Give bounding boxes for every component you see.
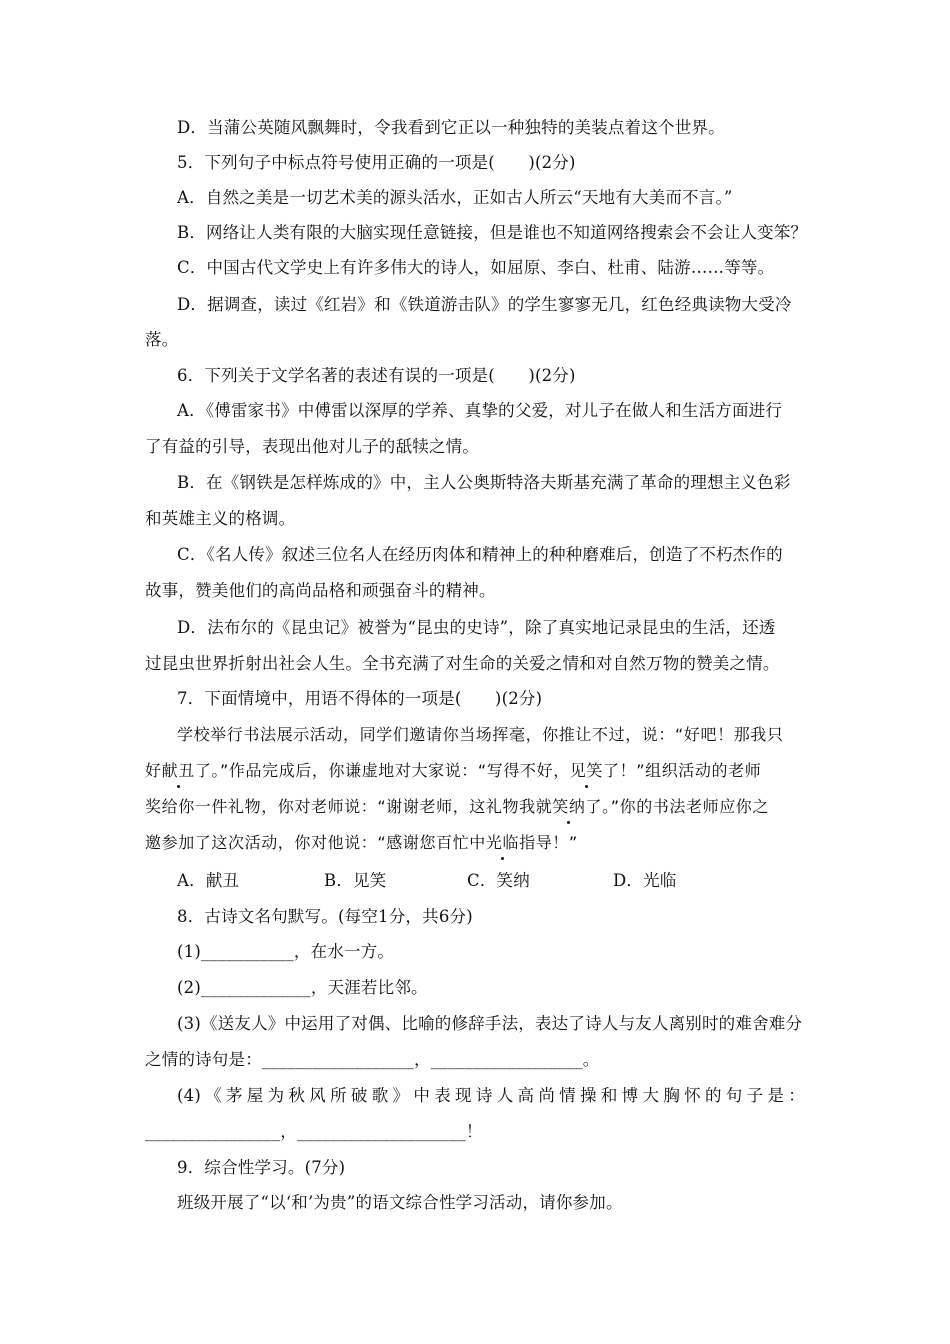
emphasis-word-guanglin: 光临 bbox=[485, 833, 520, 852]
q5-option-d-line1: D．据调查，读过《红岩》和《铁道游击队》的学生寥寥无几，红色经典读物大受冷 bbox=[177, 295, 792, 314]
q4-option-d: D．当蒲公英随风飘舞时，令我看到它正以一种独特的美装点着这个世界。 bbox=[177, 118, 725, 137]
q6-stem: 6．下列关于文学名著的表述有误的一项是( )(2分) bbox=[177, 366, 576, 385]
passage-text: 奖给你一件礼物，你对老师说：“谢谢老师，这礼物我就 bbox=[145, 797, 553, 816]
passage-text: 邀参加了这次活动，你对他说：“感谢您百忙中 bbox=[145, 833, 486, 852]
q5-option-c: C．中国古代文学史上有许多伟大的诗人，如屈原、李白、杜甫、陆游……等等。 bbox=[177, 258, 775, 277]
q6-option-d-line1: D．法布尔的《昆虫记》被誉为“昆虫的史诗”，除了真实地记录昆虫的生活，还透 bbox=[177, 618, 776, 637]
emphasis-word-xiaona: 笑纳 bbox=[552, 797, 586, 816]
q7-option-b: B．见笑 bbox=[324, 871, 387, 890]
passage-text: 好 bbox=[145, 761, 162, 780]
q7-options-row bbox=[177, 870, 817, 892]
q8-blank-4-line1: (4)《茅屋为秋风所破歌》中表现诗人高尚情操和博大胸怀的句子是： bbox=[177, 1086, 805, 1105]
q8-blank-3-line1: (3)《送友人》中运用了对偶、比喻的修辞手法，表达了诗人与友人离别时的难舍难分 bbox=[177, 1014, 803, 1033]
q9-stem: 9．综合性学习。(7分) bbox=[177, 1158, 346, 1177]
q5-option-b: B．网络让人类有限的大脑实现任意链接，但是谁也不知道网络搜索会不会让人变笨？ bbox=[177, 223, 808, 242]
q7-option-a: A．献丑 bbox=[177, 871, 240, 890]
q7-passage-line4 bbox=[145, 832, 578, 854]
q8-stem: 8．古诗文名句默写。(每空1分，共6分) bbox=[177, 907, 473, 926]
q9-intro: 班级开展了“以‘和’为贵”的语文综合性学习活动，请你参加。 bbox=[177, 1193, 623, 1212]
q8-blank-2: (2)_____________，天涯若比邻。 bbox=[177, 978, 428, 997]
q6-option-a-line1: A．《傅雷家书》中傅雷以深厚的学养、真挚的父爱，对儿子在做人和生活方面进行 bbox=[177, 401, 783, 420]
q7-passage-line1: 学校举行书法展示活动，同学们邀请你当场挥毫，你推让不过，说：“好吧！那我只 bbox=[177, 725, 784, 744]
q8-blank-4-line2: ________________，____________________！ bbox=[145, 1122, 483, 1141]
q7-option-d: D．光临 bbox=[613, 871, 677, 890]
q5-option-d-line2: 落。 bbox=[145, 330, 179, 349]
q7-passage-line2 bbox=[145, 760, 761, 782]
q8-blank-3-line2: 之情的诗句是：__________________，__________________。 bbox=[145, 1050, 600, 1069]
q5-stem: 5．下列句子中标点符号使用正确的一项是( )(2分) bbox=[177, 153, 576, 172]
q7-passage-line3 bbox=[145, 796, 769, 818]
emphasis-word-jianxiao: 见笑 bbox=[569, 761, 603, 780]
passage-text: 了。”你的书法老师应你之 bbox=[585, 797, 769, 816]
q5-option-a: A．自然之美是一切艺术美的源头活水，正如古人所云“天地有大美而不言。” bbox=[177, 188, 733, 207]
q7-option-c: C．笑纳 bbox=[467, 871, 530, 890]
q6-option-d-line2: 过昆虫世界折射出社会人生。全书充满了对生命的关爱之情和对自然万物的赞美之情。 bbox=[145, 654, 780, 673]
q6-option-a-line2: 了有益的引导，表现出他对儿子的舐犊之情。 bbox=[145, 437, 479, 456]
q8-blank-1: (1)___________，在水一方。 bbox=[177, 942, 395, 961]
passage-text: 了。”作品完成后，你谦虚地对大家说：“写得不好， bbox=[194, 761, 570, 780]
passage-text: 了！”组织活动的老师 bbox=[603, 761, 762, 780]
q6-option-c-line1: C．《名人传》叙述三位名人在经历肉体和精神上的种种磨难后，创造了不朽杰作的 bbox=[177, 545, 783, 564]
q7-stem: 7．下面情境中，用语不得体的一项是( )(2分) bbox=[177, 689, 543, 708]
q6-option-b-line1: B．在《钢铁是怎样炼成的》中，主人公奥斯特洛夫斯基充满了革命的理想主义色彩 bbox=[177, 473, 791, 492]
q6-option-c-line2: 故事，赞美他们的高尚品格和顽强奋斗的精神。 bbox=[145, 581, 496, 600]
emphasis-word-xianchou: 献丑 bbox=[161, 761, 195, 780]
q6-option-b-line2: 和英雄主义的格调。 bbox=[145, 509, 296, 528]
passage-text: 指导！” bbox=[519, 833, 578, 852]
